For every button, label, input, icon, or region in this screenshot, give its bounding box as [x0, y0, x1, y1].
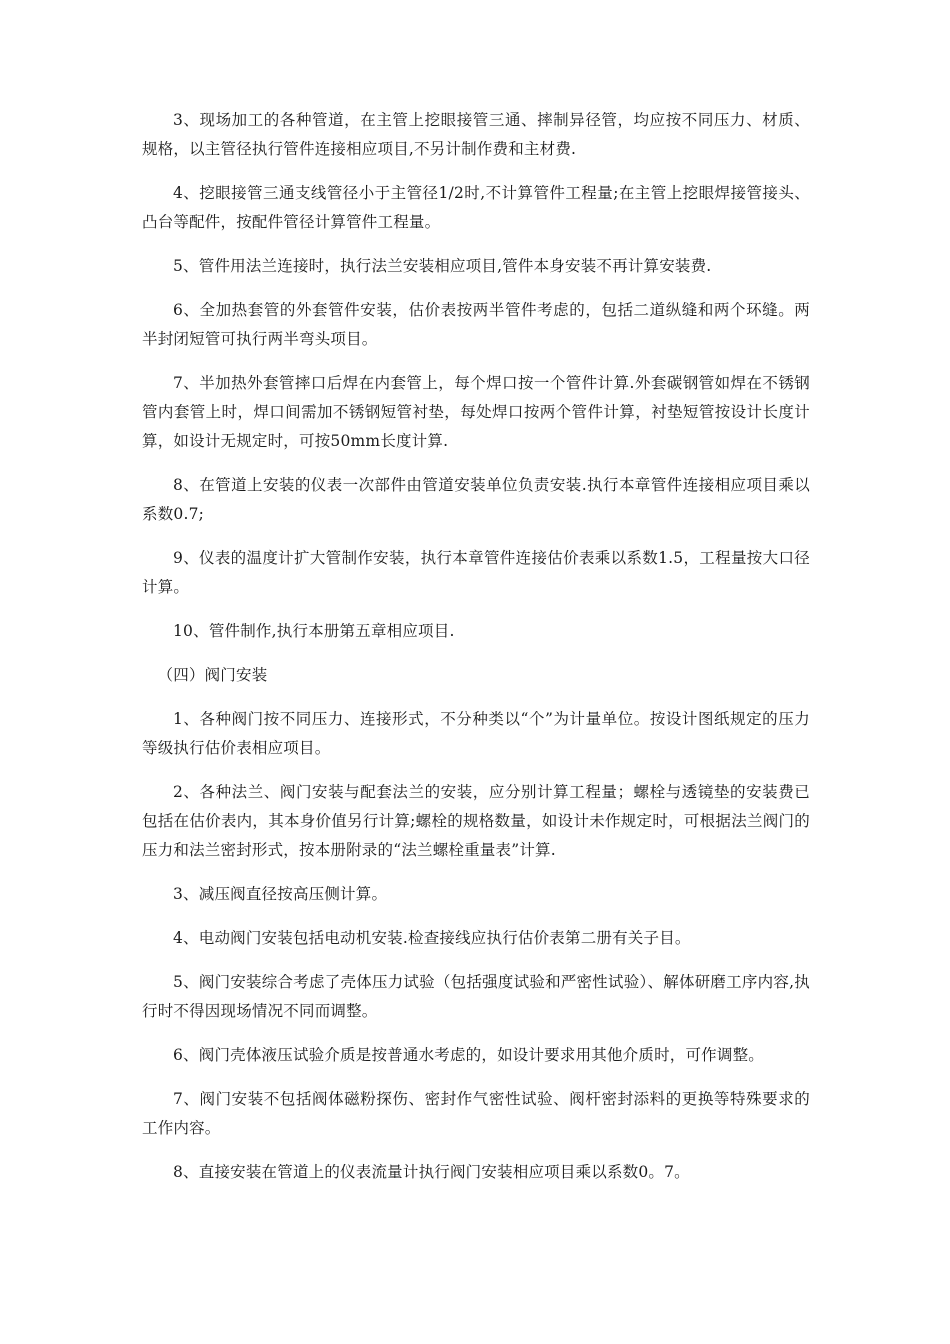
paragraph-valve-4: 4、电动阀门安装包括电动机安装.检查接线应执行估价表第二册有关子目。 [173, 929, 691, 947]
paragraph-valve-1: 1、各种阀门按不同压力、连接形式，不分种类以“个”为计量单位。按设计图纸规定的压力等级执行估价表相应项目。 [142, 710, 810, 757]
paragraph-valve-2: 2、各种法兰、阀门安装与配套法兰的安装，应分别计算工程量；螺栓与透镜垫的安装费已包括在估价表内，其本身价值另行计算;螺栓的规格数量，如设计未作规定时，可根据法兰阀门的压力和法兰密封形式，按本册附录的“法兰螺栓重量表”计算. [142, 783, 810, 859]
paragraph-pipe-fittings-3: 3、现场加工的各种管道，在主管上挖眼接管三通、摔制异径管，均应按不同压力、材质、规格，以主管径执行管件连接相应项目,不另计制作费和主材费. [142, 111, 810, 158]
paragraph-valve-5: 5、阀门安装综合考虑了壳体压力试验（包括强度试验和严密性试验）、解体研磨工序内容,执行时不得因现场情况不同而调整。 [142, 973, 810, 1020]
paragraph-valve-6: 6、阀门壳体液压试验介质是按普通水考虑的，如设计要求用其他介质时，可作调整。 [173, 1046, 764, 1064]
paragraph-pipe-fittings-7: 7、半加热外套管摔口后焊在内套管上，每个焊口按一个管件计算.外套碳钢管如焊在不锈钢管内套管上时，焊口间需加不锈钢短管衬垫，每处焊口按两个管件计算，衬垫短管按设计长度计算，如设计无规定时，可按50mm长度计算. [142, 374, 810, 450]
paragraph-pipe-fittings-6: 6、全加热套管的外套管件安装，估价表按两半管件考虑的，包括二道纵缝和两个环缝。两半封闭短管可执行两半弯头项目。 [142, 301, 810, 348]
document-body [142, 106, 810, 1202]
paragraph-pipe-fittings-8: 8、在管道上安装的仪表一次部件由管道安装单位负责安装.执行本章管件连接相应项目乘以系数0.7; [142, 476, 810, 523]
paragraph-pipe-fittings-9: 9、仪表的温度计扩大管制作安装，执行本章管件连接估价表乘以系数1.5，工程量按大口径计算。 [142, 549, 810, 596]
section-heading-valve-installation: （四）阀门安装 [157, 666, 268, 684]
paragraph-pipe-fittings-10: 10、管件制作,执行本册第五章相应项目. [173, 622, 455, 640]
paragraph-valve-8: 8、直接安装在管道上的仪表流量计执行阀门安装相应项目乘以系数0。7。 [173, 1163, 690, 1181]
paragraph-valve-7: 7、阀门安装不包括阀体磁粉探伤、密封作气密性试验、阀杆密封添料的更换等特殊要求的工作内容。 [142, 1090, 810, 1137]
paragraph-pipe-fittings-4: 4、挖眼接管三通支线管径小于主管径1/2时,不计算管件工程量;在主管上挖眼焊接管接头、凸台等配件，按配件管径计算管件工程量。 [142, 184, 810, 231]
paragraph-pipe-fittings-5: 5、管件用法兰连接时，执行法兰安装相应项目,管件本身安装不再计算安装费. [173, 257, 712, 275]
paragraph-valve-3: 3、减压阀直径按高压侧计算。 [173, 885, 388, 903]
